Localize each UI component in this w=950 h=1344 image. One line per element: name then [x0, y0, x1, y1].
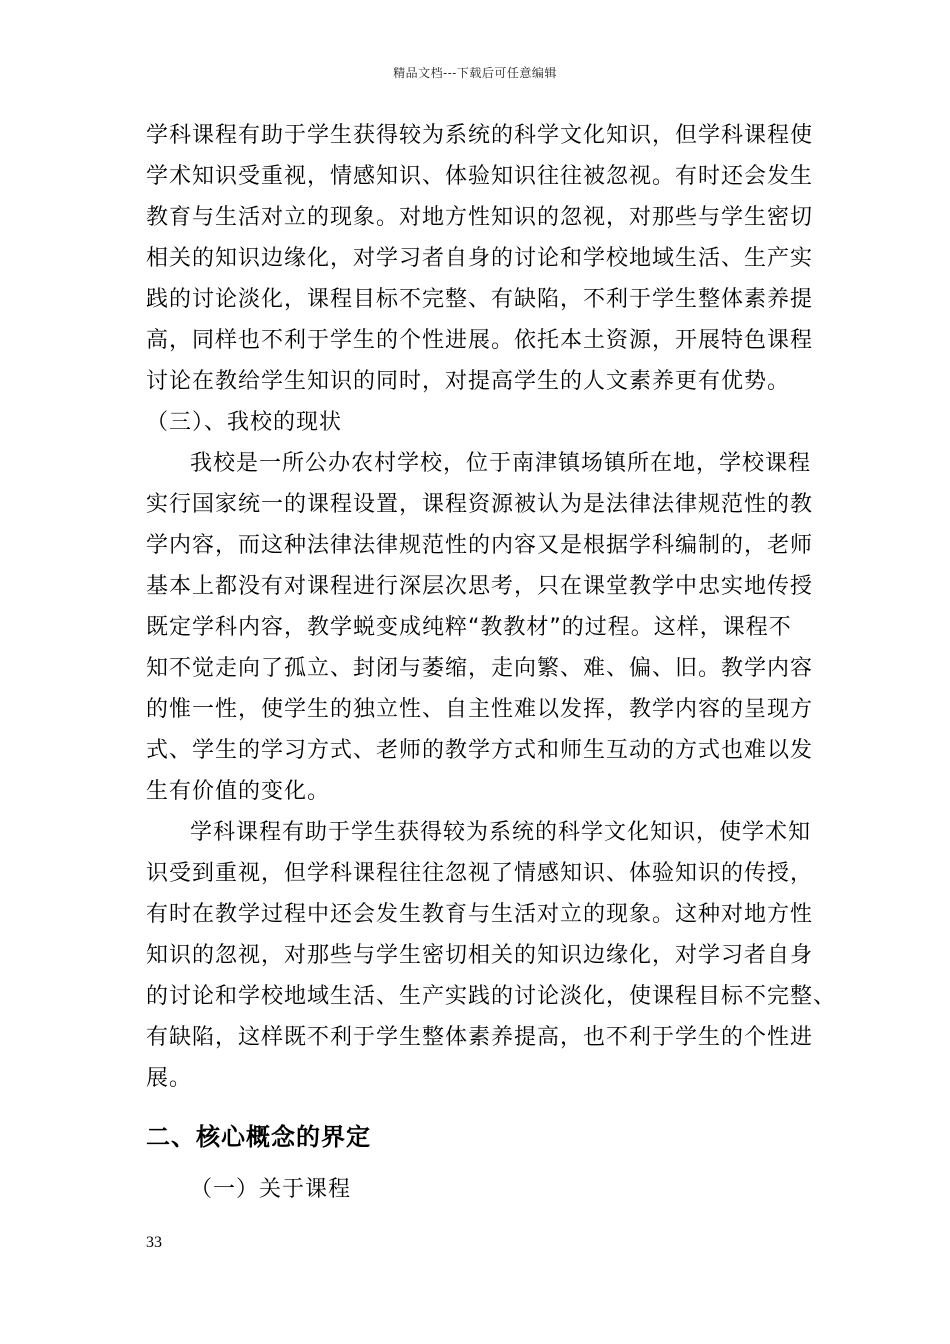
text-line: 教育与生活对立的现象。对地方性知识的忽视，对那些与学生密切: [146, 205, 814, 230]
text-line: 识受到重视，但学科课程往往忽视了情感知识、体验知识的传授，: [146, 861, 814, 886]
text-line: 有时在教学过程中还会发生教育与生活对立的现象。这种对地方性: [146, 902, 814, 927]
section-title: （三）、我校的现状: [146, 410, 343, 435]
text-line: 高，同样也不利于学生的个性进展。依托本土资源，开展特色课程: [146, 328, 814, 353]
text-line: 的讨论和学校地域生活、生产实践的讨论淡化，使课程目标不完整、: [146, 984, 837, 1009]
text-line: 讨论在教给学生知识的同时，对提高学生的人文素养更有优势。: [146, 369, 791, 394]
text-line: 实行国家统一的课程设置，课程资源被认为是法律法律规范性的教: [146, 492, 814, 517]
text-line: 学科课程有助于学生获得较为系统的科学文化知识，使学术知: [190, 820, 812, 845]
text-line: 生有价值的变化。: [146, 779, 331, 804]
text-line: 的惟一性，使学生的独立性、自主性难以发挥，教学内容的呈现方: [146, 697, 814, 722]
text-line: 学术知识受重视，情感知识、体验知识往往被忽视。有时还会发生: [146, 164, 814, 189]
page-header: 精品文档---下载后可任意编辑: [393, 66, 557, 80]
text-line: 知识的忽视，对那些与学生密切相关的知识边缘化，对学习者自身: [146, 943, 814, 968]
text-line: 式、学生的学习方式、老师的教学方式和师生互动的方式也难以发: [146, 738, 814, 763]
text-line: 我校是一所公办农村学校，位于南津镇场镇所在地，学校课程: [190, 451, 812, 476]
page-number: 33: [146, 1234, 162, 1251]
text-line: 践的讨论淡化，课程目标不完整、有缺陷，不利于学生整体素养提: [146, 287, 814, 312]
text-line: 基本上都没有对课程进行深层次思考，只在课堂教学中忠实地传授: [146, 574, 814, 599]
subsection-heading: （一）关于课程: [190, 1177, 352, 1202]
text-line: 学内容，而这种法律法律规范性的内容又是根据学科编制的，老师: [146, 533, 814, 558]
text-line: 展。: [146, 1066, 193, 1091]
text-line: 既定学科内容，教学蜕变成纯粹“教教材”的过程。这样，课程不: [146, 615, 792, 640]
text-line: 相关的知识边缘化，对学习者自身的讨论和学校地域生活、生产实: [146, 246, 814, 271]
text-line: 有缺陷，这样既不利于学生整体素养提高，也不利于学生的个性进: [146, 1025, 814, 1050]
text-line: 知不觉走向了孤立、封闭与萎缩，走向繁、难、偏、旧。教学内容: [146, 656, 814, 681]
text-line: 学科课程有助于学生获得较为系统的科学文化知识，但学科课程使: [146, 123, 814, 148]
section-heading: 二、核心概念的界定: [146, 1123, 371, 1151]
